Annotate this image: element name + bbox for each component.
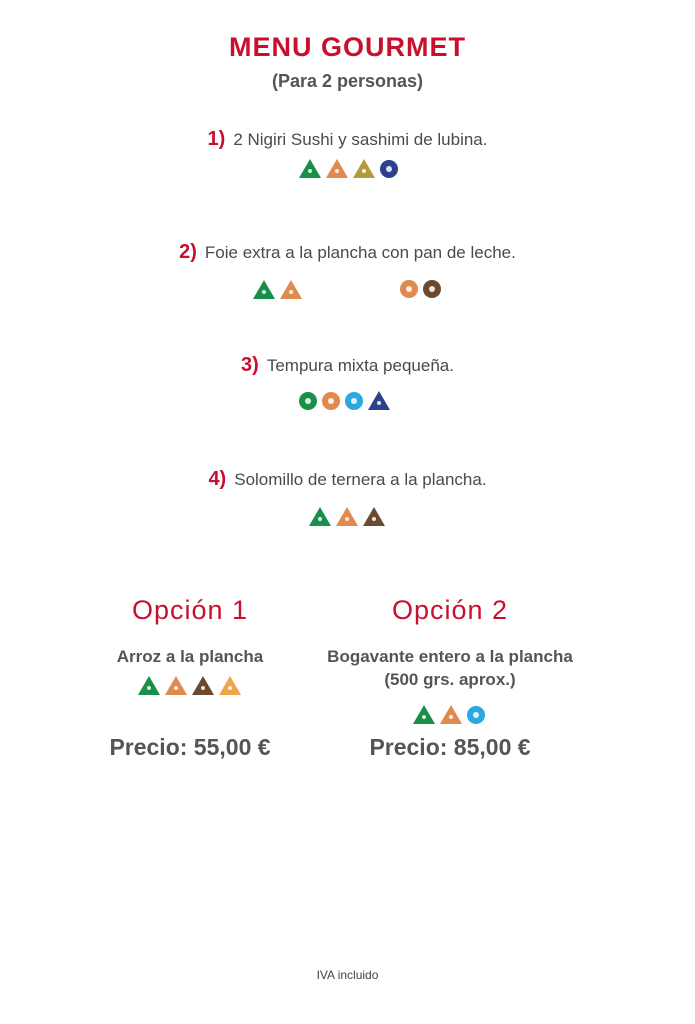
dish-text: Solomillo de ternera a la plancha.: [234, 470, 487, 489]
option-1-desc: Arroz a la plancha: [116, 647, 264, 666]
allergen-icons-dish-2a: [253, 280, 302, 299]
footer-note: IVA incluido: [316, 968, 379, 982]
allergen-icons-dish-3: [299, 391, 390, 410]
dish-number: 1): [207, 128, 226, 150]
option-1-price: Precio: 55,00 €: [109, 734, 271, 760]
allergen-gluten-circle-icon: [322, 392, 340, 410]
allergen-orange-triangle-icon: [165, 676, 187, 695]
dish-text: Foie extra a la plancha con pan de leche.: [204, 243, 516, 262]
dish-number: 2): [179, 241, 197, 263]
allergen-icons-dish-2b: [400, 280, 441, 298]
allergen-brown-triangle-icon: [192, 676, 214, 695]
allergen-orange-triangle-icon: [440, 705, 462, 724]
allergen-fish-circle-icon: [380, 160, 398, 178]
allergen-egg-circle-icon: [467, 706, 485, 724]
dish-text: 2 Nigiri Sushi y sashimi de lubina.: [233, 130, 488, 149]
allergen-orange-triangle-icon: [336, 507, 358, 526]
allergen-green-triangle-icon: [253, 280, 275, 299]
allergen-green-triangle-icon: [413, 705, 435, 724]
option-2-desc: Bogavante entero a la plancha (500 grs. aprox.): [327, 647, 573, 689]
menu-subtitle: (Para 2 personas): [271, 71, 424, 91]
dish-2: [0, 241, 695, 264]
dish-1: [0, 128, 695, 151]
allergen-icons-option-2: [413, 705, 485, 724]
dish-text: Tempura mixta pequeña.: [266, 356, 454, 375]
allergen-olive-triangle-icon: [353, 159, 375, 178]
dish-4: [0, 468, 695, 491]
allergen-icons-option-1: [138, 676, 241, 695]
allergen-icons-dish-1: [299, 159, 398, 178]
allergen-green-triangle-icon: [309, 507, 331, 526]
option-1-title: Opción 1: [131, 595, 249, 625]
allergen-orange-triangle-icon: [280, 280, 302, 299]
allergen-yellow-triangle-icon: [219, 676, 241, 695]
dish-number: 4): [208, 468, 227, 490]
option-2-price: Precio: 85,00 €: [369, 734, 531, 760]
dish-3: [0, 354, 695, 377]
dish-number: 3): [241, 354, 259, 376]
allergen-orange-triangle-icon: [326, 159, 348, 178]
allergen-gluten-circle-icon: [400, 280, 418, 298]
option-2-title: Opción 2: [391, 595, 509, 625]
allergen-green-circle-icon: [299, 392, 317, 410]
menu-title: MENU GOURMET: [229, 32, 466, 62]
allergen-milk-circle-icon: [423, 280, 441, 298]
allergen-navy-triangle-icon: [368, 391, 390, 410]
allergen-green-triangle-icon: [299, 159, 321, 178]
allergen-icons-dish-4: [309, 507, 385, 526]
allergen-egg-circle-icon: [345, 392, 363, 410]
allergen-brown-triangle-icon: [363, 507, 385, 526]
allergen-green-triangle-icon: [138, 676, 160, 695]
